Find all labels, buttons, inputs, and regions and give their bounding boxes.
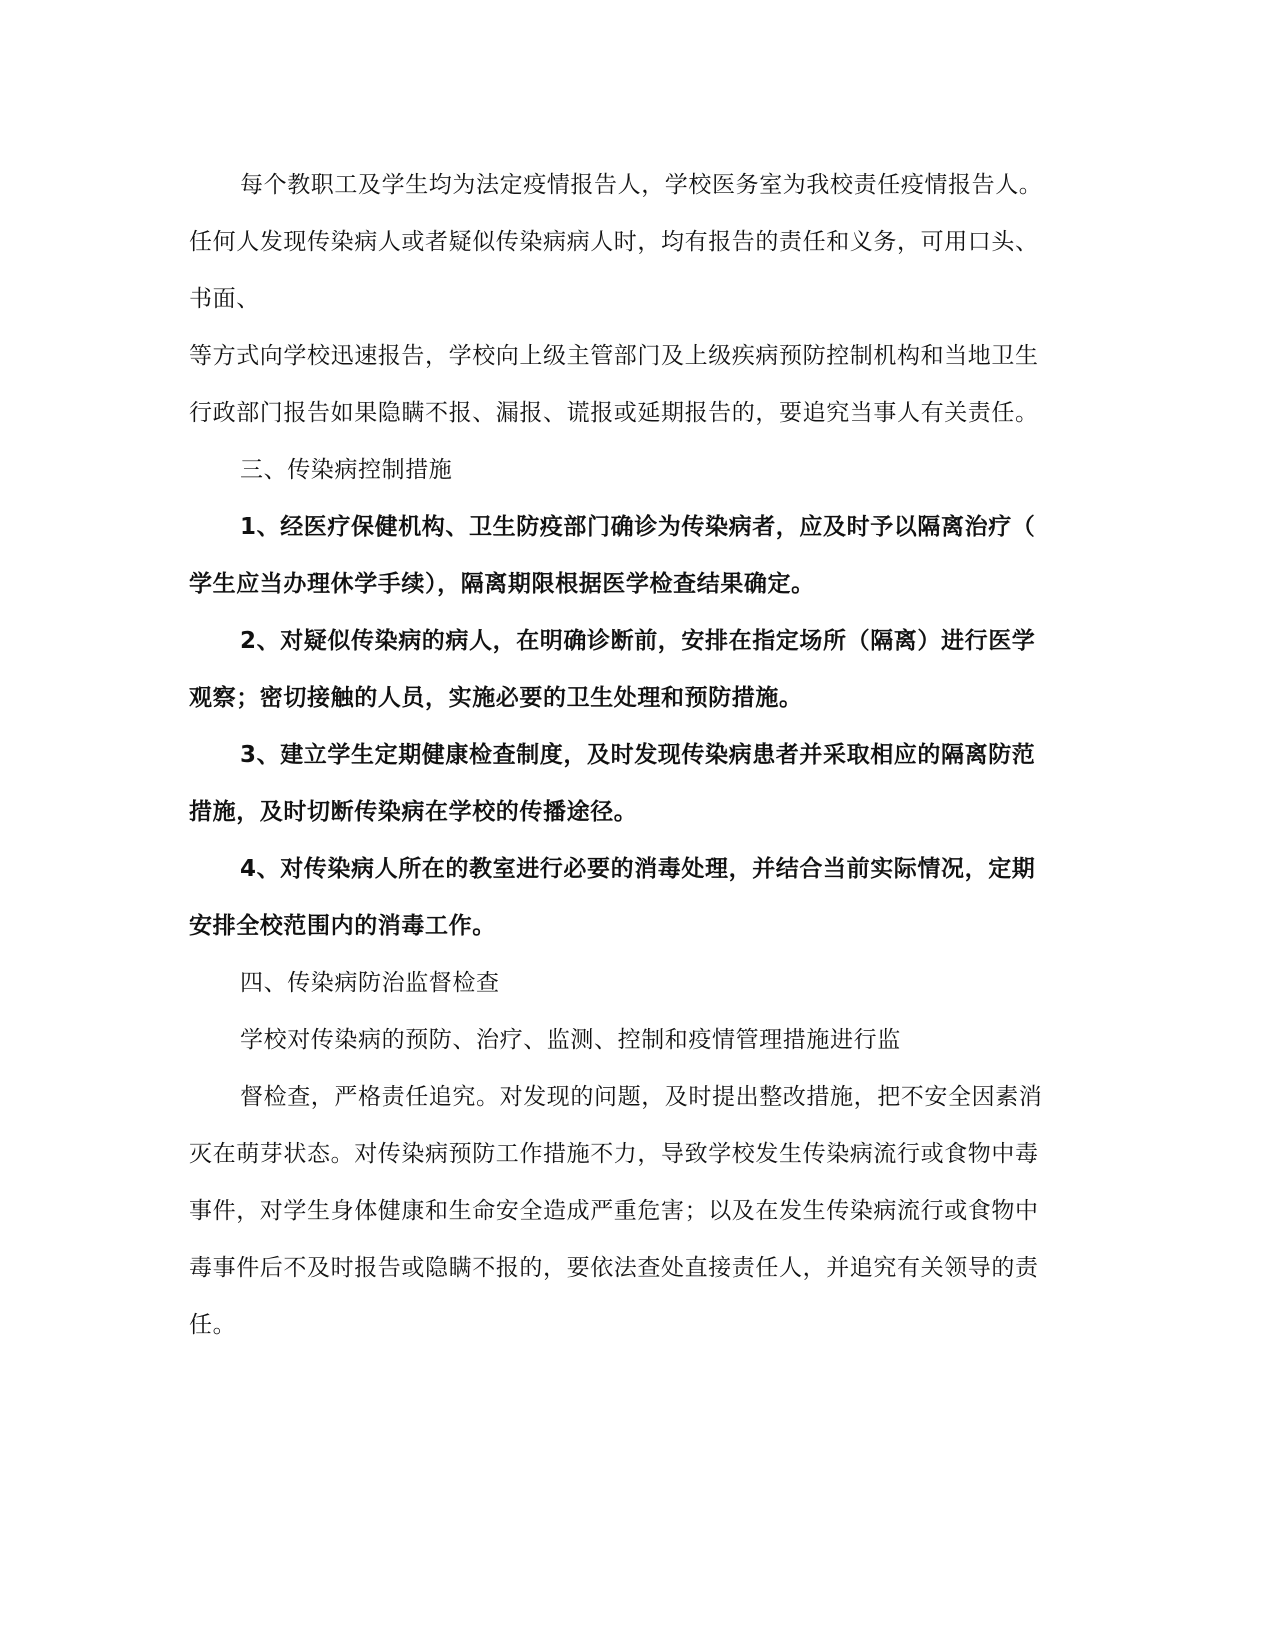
measure-item-2: 2、对疑似传染病的病人，在明确诊断前，安排在指定场所（隔离）进行医学 — [240, 628, 1036, 654]
measure-item-3-cont: 措施，及时切断传染病在学校的传播途径。 — [189, 799, 638, 825]
measure-item-3: 3、建立学生定期健康检查制度，及时发现传染病患者并采取相应的隔离防范 — [240, 742, 1036, 768]
paragraph-line: 每个教职工及学生均为法定疫情报告人，学校医务室为我校责任疫情报告人。 — [240, 172, 1043, 198]
paragraph-line: 任。 — [189, 1312, 237, 1338]
section-heading-three: 三、传染病控制措施 — [240, 457, 453, 483]
paragraph-line: 任何人发现传染病人或者疑似传染病病人时，均有报告的责任和义务，可用口头、 — [189, 229, 1039, 255]
paragraph-line: 灭在萌芽状态。对传染病预防工作措施不力，导致学校发生传染病流行或食物中毒 — [189, 1141, 1039, 1167]
measure-item-2-cont: 观察；密切接触的人员，实施必要的卫生处理和预防措施。 — [189, 685, 803, 711]
paragraph-line: 书面、 — [189, 286, 260, 312]
measure-item-4: 4、对传染病人所在的教室进行必要的消毒处理，并结合当前实际情况，定期 — [240, 856, 1036, 882]
paragraph-line: 事件，对学生身体健康和生命安全造成严重危害；以及在发生传染病流行或食物中 — [189, 1198, 1039, 1224]
measure-item-4-cont: 安排全校范围内的消毒工作。 — [189, 913, 496, 939]
paragraph-line: 等方式向学校迅速报告，学校向上级主管部门及上级疾病预防控制机构和当地卫生 — [189, 343, 1039, 369]
measure-item-1-cont: 学生应当办理休学手续），隔离期限根据医学检查结果确定。 — [189, 571, 815, 597]
paragraph-line: 学校对传染病的预防、治疗、监测、控制和疫情管理措施进行监 — [240, 1027, 901, 1053]
measure-item-1: 1、经医疗保健机构、卫生防疫部门确诊为传染病者，应及时予以隔离治疗（ — [240, 514, 1036, 540]
paragraph-line: 毒事件后不及时报告或隐瞒不报的，要依法查处直接责任人，并追究有关领导的责 — [189, 1255, 1039, 1281]
paragraph-line: 行政部门报告如果隐瞒不报、漏报、谎报或延期报告的，要追究当事人有关责任。 — [189, 400, 1039, 426]
paragraph-line: 督检查，严格责任追究。对发现的问题，及时提出整改措施，把不安全因素消 — [240, 1084, 1043, 1110]
section-heading-four: 四、传染病防治监督检查 — [240, 970, 500, 996]
